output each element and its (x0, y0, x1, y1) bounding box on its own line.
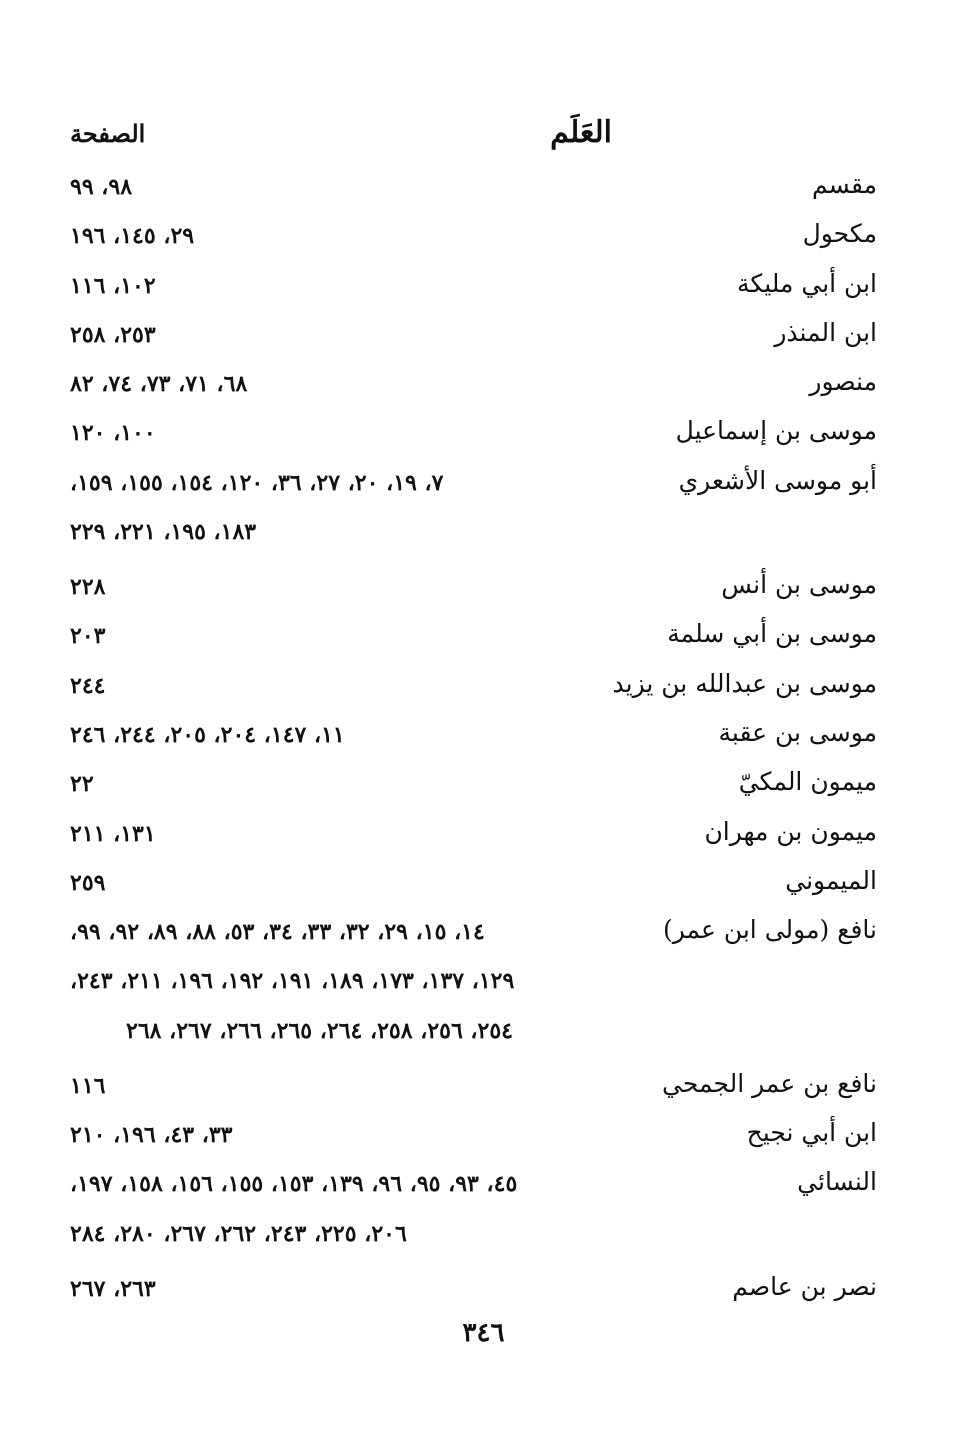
entry-pages: ١١٦ (70, 1072, 106, 1099)
entry-pages-continued: ١٨٣، ١٩٥، ٢٢١، ٢٢٩ (70, 519, 257, 546)
entry-name: موسى بن إسماعيل (675, 416, 877, 446)
entry-name: ابن المنذر (774, 317, 877, 347)
index-entry (70, 1268, 877, 1317)
entry-pages: ٢٩، ١٤٥، ١٩٦ (70, 223, 195, 250)
entry-pages: ١٤، ١٥، ٢٩، ٣٢، ٣٣، ٣٤، ٥٣، ٨٨، ٨٩، ٩٢، ٩٩، (70, 919, 485, 946)
entry-pages: ٢٥٣، ٢٥٨ (70, 321, 156, 348)
entry-name: موسى بن أبي سلمة (667, 619, 877, 649)
index-entry (70, 462, 877, 511)
entry-pages: ٣٣، ٤٣، ١٩٦، ٢١٠ (70, 1122, 233, 1149)
entry-name: موسى بن عبدالله بن يزيد (612, 668, 877, 698)
index-entry (70, 1114, 877, 1163)
column-header (70, 115, 872, 165)
entry-name: الميموني (785, 865, 877, 895)
entry-pages: ٢٥٩ (70, 869, 106, 896)
entry-name: نافع بن عمر الجمحي (662, 1068, 877, 1098)
index-entry (70, 566, 877, 615)
entry-name: ابن أبي مليكة (737, 268, 877, 298)
entry-pages: ٩٨، ٩٩ (70, 174, 133, 200)
index-entries (70, 166, 877, 1317)
entry-name: منصور (809, 367, 877, 397)
index-entry (70, 665, 877, 714)
entry-pages: ٢٠٣ (70, 623, 106, 650)
entry-pages: ١٠٠، ١٢٠ (70, 420, 156, 447)
index-entry (70, 1163, 877, 1212)
entry-name: نصر بن عاصم (732, 1271, 877, 1301)
entry-name: ميمون المكيّ (738, 767, 877, 797)
name-column-heading: العَلَم (550, 115, 612, 150)
index-entry-continuation (70, 511, 877, 566)
index-entry (70, 215, 877, 264)
index-entry (70, 615, 877, 664)
entry-name: ابن أبي نجيح (746, 1118, 877, 1148)
index-entry (70, 763, 877, 812)
index-entry (70, 911, 877, 960)
entry-name: موسى بن عقبة (718, 717, 877, 747)
entry-name: موسى بن أنس (721, 570, 877, 600)
index-entry (70, 412, 877, 461)
entry-name: نافع (مولى ابن عمر) (662, 915, 877, 945)
entry-pages: ٦٨، ٧١، ٧٣، ٧٤، ٨٢ (70, 371, 248, 398)
entry-pages-continued: ١٢٩، ١٣٧، ١٧٣، ١٨٩، ١٩١، ١٩٢، ١٩٦، ٢١١، ٢٤٣، (70, 968, 515, 995)
entry-pages: ٢٢٨ (70, 574, 106, 601)
index-entry (70, 714, 877, 763)
entry-name: النسائي (797, 1167, 877, 1197)
entry-pages: ٢٤٤ (70, 672, 106, 699)
page-number: ٣٤٦ (462, 1318, 505, 1348)
entry-pages: ٤٥، ٩٣، ٩٥، ٩٦، ١٣٩، ١٥٣، ١٥٥، ١٥٦، ١٥٨، ١٩٧، (70, 1171, 518, 1198)
index-entry-continuation (70, 1010, 877, 1065)
entry-pages: ٢٢ (70, 771, 94, 798)
entry-pages-continued: ٢٥٤، ٢٥٦، ٢٥٨، ٢٦٤، ٢٦٥، ٢٦٦، ٢٦٧، ٢٦٨ (126, 1017, 513, 1044)
entry-pages-continued: ٢٠٦، ٢٢٥، ٢٤٣، ٢٦٢، ٢٦٧، ٢٨٠، ٢٨٤ (70, 1220, 407, 1247)
entry-pages: ٢٦٣، ٢٦٧ (70, 1275, 156, 1302)
index-entry-continuation (70, 960, 877, 1009)
entry-name: ميمون بن مهران (704, 816, 877, 846)
index-entry-continuation (70, 1213, 877, 1268)
index-entry (70, 265, 877, 314)
entry-pages: ٧، ١٩، ٢٠، ٢٧، ٣٦، ١٢٠، ١٥٤، ١٥٥، ١٥٩، (70, 469, 444, 496)
entry-name: أبو موسى الأشعري (678, 465, 877, 495)
entry-name: مقسم (812, 170, 877, 199)
entry-pages: ١١، ١٤٧، ٢٠٤، ٢٠٥، ٢٤٤، ٢٤٦ (70, 721, 345, 748)
entry-pages: ١٠٢، ١١٦ (70, 272, 156, 299)
entry-pages: ١٣١، ٢١١ (70, 820, 156, 847)
index-entry (70, 1065, 877, 1114)
entry-name: مكحول (802, 219, 877, 249)
index-entry (70, 862, 877, 911)
index-entry (70, 314, 877, 363)
index-entry (70, 166, 877, 215)
index-entry (70, 363, 877, 412)
index-entry (70, 813, 877, 862)
page-column-heading: الصفحة (70, 119, 146, 148)
